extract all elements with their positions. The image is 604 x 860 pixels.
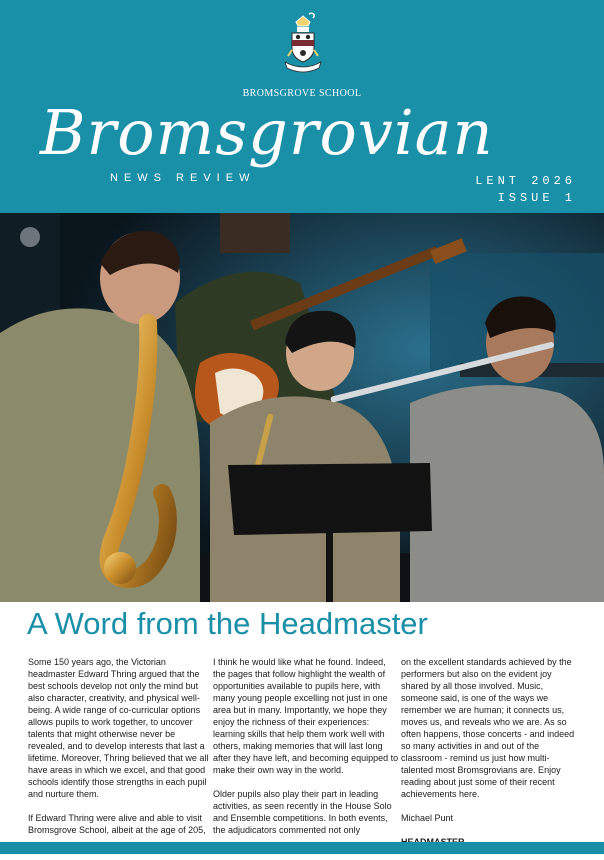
article-heading: A Word from the Headmaster: [27, 606, 428, 641]
school-crest-icon: [282, 12, 324, 78]
issue-term: LENT 2026: [475, 174, 576, 188]
cover-photo-illustration: [0, 213, 604, 602]
article-paragraph: If Edward Thring were alive and able to visit Bromsgrove School, albeit at the age of 205,: [28, 813, 206, 835]
article-column-2: [213, 656, 399, 848]
article-column-3: [401, 656, 581, 860]
article-paragraph: I think he would like what he found. Indeed, the pages that follow highlight the wealth of opportunities available to pupils here, with many young people excelling not just in one area but in many. Importantly, we hope they enjoy the richness of their experiences: learning skills that help them work well with others, making memories that will last long after they have left, and becoming equipped to make their own way in the world.: [213, 657, 399, 775]
article-paragraph: Some 150 years ago, the Victorian headmaster Edward Thring argued that the best schools develop not only the mind but also character, creativity, and physical well-being. A wide range of co-curricular options allows pupils to work together, to uncover talents that might otherwise never be revealed, and to develop interests that last a lifetime. Moreover, Thring believed that we all have areas in which we excel, and that good schools identify those strengths in each pupil and nurture them.: [28, 657, 209, 799]
article-paragraph: on the excellent standards achieved by the performers but also on the evident joy shared by all those involved. Music, someone said, is one of the ways we remember we are human; it connects us, moves us, and reveals who we are. As so often happens, those concerts - and indeed so many activities in and out of the classroom - remind us just how multi-talented most Bromsgrovians are. Enjoy reading about just some of their recent achievements here.: [401, 657, 575, 799]
issue-number: ISSUE 1: [497, 191, 576, 205]
footer-bar: [0, 842, 604, 854]
signature-name: Michael Punt: [401, 813, 454, 823]
masthead: [0, 0, 604, 213]
article-paragraph: Older pupils also play their part in leading activities, as seen recently in the House Solo and Ensemble competitions. In both events, the adjudicators commented not only: [213, 789, 392, 835]
issue-info: [475, 173, 576, 207]
school-name: BROMSGROVE SCHOOL: [242, 88, 362, 99]
masthead-subtitle: NEWS REVIEW: [110, 172, 256, 184]
article-column-1: [28, 656, 212, 848]
cover-photo: [0, 213, 604, 602]
masthead-title: Bromsgrovian: [40, 96, 494, 169]
